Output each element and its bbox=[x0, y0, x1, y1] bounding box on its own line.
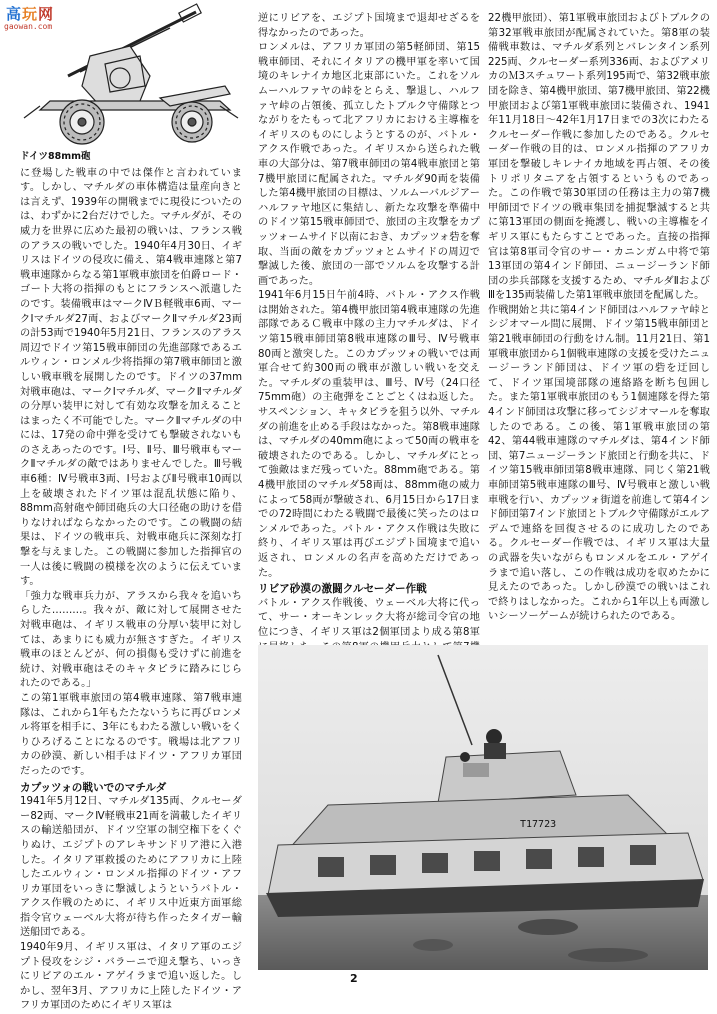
col2-section-heading: リビア砂漠の激闘クルセーダー作戦 bbox=[258, 583, 427, 596]
german-88mm-gun-illustration bbox=[20, 6, 242, 148]
col1-quote: 「強力な戦車兵力が、アラスから我々を追いちらした………。我々が、敵に対して展開させた対戦車砲は、イギリス戦車の分厚い装甲に対しては、あまりにも威力が無さすぎた。イギリス戦車のほとんどが、何の損傷も受けずに前進を続け、対戦車砲はそのキャタピラに踏みにじられたのである。」 bbox=[20, 590, 242, 690]
col1-paragraph-5: 1940年9月、イギリス軍は、イタリア軍のエジプト侵攻をシジ・バラーニで迎え撃ち、いっきにリビアのエル・アゲイラまで追い返した。しかし、翌年3月、アフリカに上陸したドイツ・アフリカ軍団のためにイギリス軍は bbox=[20, 942, 242, 1012]
col2-paragraph-1: 逆にリビアを、エジプト国境まで退却せざるを得なかったのであった。 bbox=[258, 13, 480, 39]
watermark-url: gaowan.com bbox=[4, 22, 53, 31]
col2-paragraph-4: バトル・アクス作戦後、ウェーベル大将に代って、サー・オーキンレック大将が総司令官の地位につき、イギリス軍は2個軍団より成る第8軍 bbox=[258, 597, 480, 638]
watermark-glyph: 玩 bbox=[22, 5, 39, 23]
matilda-tank-photo bbox=[258, 645, 708, 970]
col2-paragraph-3: 1941年6月15日午前4時、バトル・アクス作戦は開始された。第4機甲旅団第4戦車連隊の先進部隊であるＣ戦車中隊の主力マチルダは、ドイツ第15戦車師団第8戦車連隊のⅢ号、Ⅳ号戦車80両と激突した。このカプッツォの戦いでは両軍合せて約300両の戦車が激しい戦いを交えた。マチルダの重装甲は、Ⅲ号、Ⅳ号（24口径75mm砲）の主砲弾をことごとくはね返した。サスペンション、キャタピラを狙う以外、マチルダの前進を止める手段はなかった。第8戦車連隊は、マチルダの40mm砲によって50両の戦車を破壊されたのである。しかし、マチルダにとって強敵はまだ残っていた。88mm砲である。第4機甲旅団のマチルダ58両は、88mm砲の威力によって58両が撃破され、6月15日から17日までの72時間にわたる戦闘で最後に笑ったのはロンメルであった。バトル・アクス作戦は失敗に終り、イギリス軍は再びエジプト国境まで追い返され、ロンメルの名声を高めただけであった。 bbox=[258, 290, 480, 579]
article-column-2 bbox=[258, 12, 480, 642]
col1-section-heading: カプッツォの戦いでのマチルダ bbox=[20, 781, 167, 794]
article-column-3 bbox=[488, 12, 710, 642]
watermark-glyph: 高 bbox=[6, 5, 23, 23]
tank-registration-marking: T17723 bbox=[520, 819, 557, 830]
article-column-1 bbox=[20, 150, 242, 1012]
col3-paragraph-2: 作戦開始と共に第4インド師団はハルファヤ峠とシジオマール間に展開、ドイツ第15戦車師団と第21戦車師団の行動をけん制。11月21日、第1軍戦車旅団から1個戦車連隊の支援を受けたニュージーランド師団は、ドイツ軍の砦を迂回して、ドイツ軍国境部隊の連絡路を断ち包囲した。また第1軍戦車旅団のもう1個連隊を得た第4インド師団は攻撃に移ってシジオマールを奪取したのである。この後、第1軍戦車旅団の第42、第44戦車連隊のマチルダは、第4インド師団、第7ニュージーランド旅団と行動を共に、ドイツ第15戦車師団第8戦車連隊、同じく第21戦車師団第5戦車連隊のⅢ号、Ⅳ号戦車と激しい戦車戦を行い、カプッツォ街道を前進して第4インド師団第7インド旅団とトブルク守備隊がエルアデムで連絡を回復させるのに成功したのである。クルセーダー作戦では、イギリス軍は大量の武器を失いながらもロンメルをエル・アゲイラまで追い落し、この作戦は成功を収めたかに見えたのであった。しかし砂漠での戦いはこれで終りはしなかった。これから1年以上も両激しいシーソーゲームが続けられたのである。 bbox=[488, 304, 710, 623]
page-number: 2 bbox=[350, 972, 358, 985]
figure-caption: ドイツ88mm砲 bbox=[20, 151, 91, 162]
watermark-glyph: 网 bbox=[38, 5, 55, 23]
col1-paragraph-3: この第1軍戦車旅団の第4戦車連隊、第7戦車連隊は、これから1年もたたないうちに再びロンメル将軍を相手に、3年にもわたる激しい戦いをくりひろげることになるのです。戦場は北アフリカの砂漠、新しい相手はドイツ・アフリカ軍団だったのです。 bbox=[20, 692, 242, 777]
matilda-tank-illustration bbox=[258, 645, 708, 970]
col1-paragraph-4: 1941年5月12日、マチルダ135両、クルセーダー82両、マークⅣ軽戦車21両を満載したイギリスの輸送船団が、ドイツ空軍の制空権下をくぐりぬけ、エジプトのアレキサンドリア港に入港した。イタリア軍救援のためにアフリカに上陸したエルウィン・ロンメル指揮のドイツ・アフリカ軍団をいっきに撃滅しようというバトル・アクス作戦のために、イギリス中近東方面軍総指令官ウェーベル大将が待ち作ったタイガー輸送船団である。 bbox=[20, 796, 242, 939]
col1-paragraph-1: に登場した戦車の中では傑作と言われています。しかし、マチルダの車体構造は量産向きとは言えず、1939年の開戦までに現役についたのは、わずかに2台だけでした。マチルダが、その威力を世界に広めた最初の戦いは、フランス戦のアラスの戦いでした。1940年4月30日、イギリスはドイツの侵攻に備え、第4戦車連隊と第7戦車連隊からなる第1軍戦車旅団を伯爵ロード・ゴート大将の指揮のもとにフランスへ派遣したのです。装備戦車はマークⅣＢ軽戦車6両、マークⅠマチルダ27両、およびマークⅡマチルダ23両の計53両で1940年5月21日、フランスのアラス周辺でドイツ第15戦車師団の先進部隊であるエルウィン・ロンメル少将指揮の第7戦車師団と激しい戦車戦を展開したのです。ドイツの37mm対戦車砲は、マークⅠマチルダ、マークⅡマチルダの分厚い装甲に対して有効な攻撃を加えることはまったく不可能でした。マークⅡマチルダの中には、17発の命中弾を受けても撃破されないものさえあったのです。Ⅰ号、Ⅱ号、Ⅲ号戦車もマークⅡマチルダの敵ではありませんでした。Ⅲ号戦車6種：Ⅳ号戦車3両、Ⅰ号およびⅡ号戦車10両以上を破壊されたドイツ軍は混乱状態に陥り、88mm高射砲や師団砲兵の大口径砲の助けを借りなければならなかったのです。この戦闘の結果は、ドイツの戦車兵、対戦車砲兵に深刻な打撃を与えました。この戦闘に参加した指揮官の一人は後に戦闘の模様を次のように伝えています。 bbox=[20, 167, 242, 588]
col2-paragraph-2: ロンメルは、アフリカ軍団の第5軽師団、第15戦車師団、それにイタリアの機甲軍を率いて国境のキレナイカ地区北東部にいた。これをソルムーハルファヤの峠をとらえ、撃退し、ハルファヤ峠の占領後、孤立したトブルク守備隊とつながりをたもって北アフリカにおける主導権をイギリスのものにしようとするのが、バトル・アクス作戦であった。イギリスから送られた戦車の大部分は、第7戦車師団の第4戦車旅団と第7機甲旅団に配属された。マチルダ90両を装備した第4機甲旅団の目標は、ソルムーバルジアーハルファヤ地区に集結し、新たな攻撃を準備中のドイツ第15戦車師団で、旅団の主攻撃をカプッツォームサイド以南におき、カプッツォ砦を奪取、当面の敵をカプッツォとムサイドの周辺で撃滅した後、旅団の一部でソルムを攻撃する計画であった。 bbox=[258, 42, 480, 287]
col3-paragraph-1: 22機甲旅団）、第1軍戦車旅団およびトブルクの第32軍戦車旅団が配属されていた。第8軍の装備戦車数は、マチルダ系列とバレンタイン系列225両、クルセーダー系列336両、およびアメリカのＭ3スチュワート系列195両で、第32戦車旅団を除き、第4機甲旅団、第7機甲旅団、第22機甲旅団および第1軍戦車旅団に装備され、1941年11月18日～42年1月17日までの3次にわたるクルセーダー作戦に参加したのである。クルセーダー作戦の目的は、ロンメル指揮のアフリカ軍団を撃破しキレナイカ地域を再占領、その後トリポリタニアを占領するというものであった。この作戦で第30軍団の任務は主力の第7機甲師団でドイツの戦車集団を捕捉撃滅すると共に第13軍団の側面を掩護し、戦いの主導権をイギリス軍にもたらすことであった。直接の指揮官は第8軍司令官のサー・カニンガム中将で第13軍団の第4インド師団、ニュージーランド師団の歩兵部隊を支援するため、マチルダⅡおよびⅢを135両装備した第1軍戦車旅団を配属した。 bbox=[488, 13, 710, 302]
